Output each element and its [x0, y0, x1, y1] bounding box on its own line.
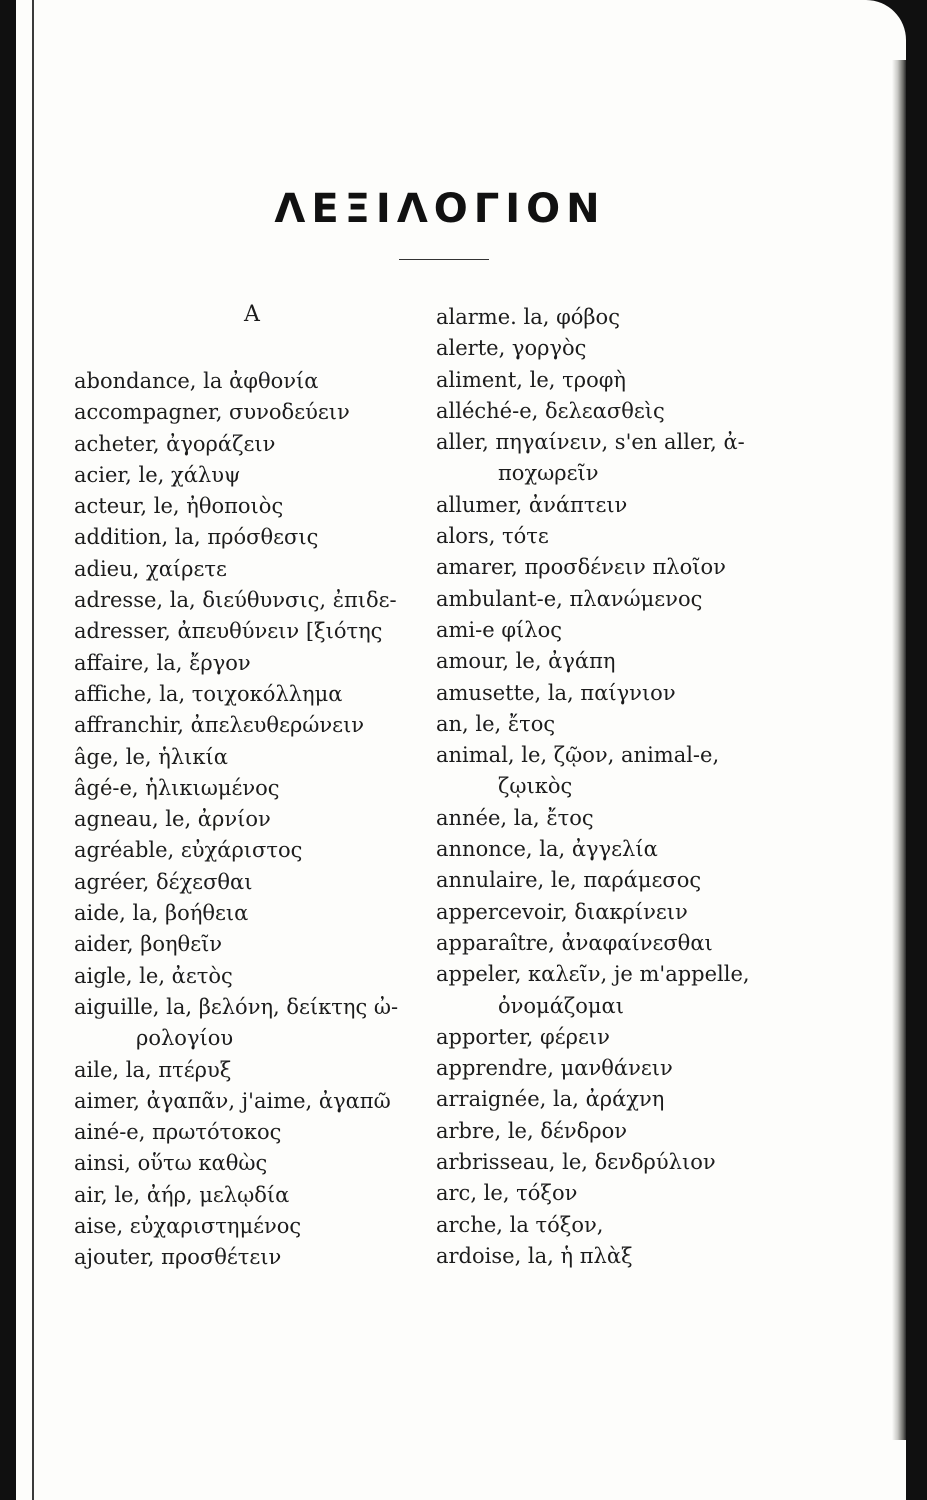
- dictionary-entry: addition, la, πρόσθεσις: [74, 525, 319, 550]
- dictionary-entry: aimer, ἀγαπᾶν, j'aime, ἀγαπῶ: [74, 1088, 391, 1113]
- dictionary-entry-continuation: ζῳικὸς: [498, 774, 573, 799]
- title-divider: [399, 259, 489, 260]
- dictionary-entry: ainsi, οὕτω καθὼς: [74, 1151, 268, 1176]
- dictionary-entry: apparaître, ἀναφαίνεσθαι: [436, 930, 713, 955]
- dictionary-entry: ainé-e, πρωτότοκος: [74, 1120, 282, 1145]
- dictionary-entry: aliment, le, τροφὴ: [436, 367, 626, 392]
- page-binding-edge: [32, 0, 34, 1500]
- dictionary-entry: allumer, ἀνάπτειν: [436, 492, 628, 517]
- section-letter: A: [244, 302, 260, 327]
- dictionary-entry: agneau, le, ἀρνίον: [74, 807, 271, 832]
- dictionary-entry-continuation: ὀνομάζομαι: [498, 993, 624, 1018]
- dictionary-entry: alléché-e, δελεασθεὶς: [436, 398, 665, 423]
- dictionary-entry: an, le, ἔτος: [436, 711, 556, 736]
- left-column: [74, 366, 398, 1274]
- dictionary-entry: alerte, γοργὸς: [436, 336, 587, 361]
- dictionary-entry: ardoise, la, ἡ πλὰξ: [436, 1243, 633, 1268]
- dictionary-entry: amarer, προσδένειν πλοῖον: [436, 555, 726, 580]
- dictionary-entry-continuation: ποχωρεῖν: [498, 461, 599, 486]
- dictionary-entry: apporter, φέρειν: [436, 1024, 610, 1049]
- dictionary-entry: abondance, la ἀφθονία: [74, 369, 319, 393]
- dictionary-entry: aile, la, πτέρυξ: [74, 1057, 232, 1082]
- dictionary-entry: air, le, ἀήρ, μελῳδία: [74, 1182, 290, 1207]
- dictionary-entry: appeler, καλεῖν, je m'appelle,: [436, 962, 750, 987]
- dictionary-entry: aiguille, la, βελόνη, δείκτης ὠ-: [74, 994, 399, 1019]
- dictionary-entry: affaire, la, ἔργον: [74, 650, 251, 675]
- dictionary-entry: arc, le, τόξον: [436, 1181, 578, 1206]
- dictionary-entry: agréable, εὐχάριστος: [74, 838, 303, 863]
- dictionary-entry: annulaire, le, παράμεσος: [436, 868, 702, 893]
- dictionary-entry: acheter, ἀγοράζειν: [74, 431, 276, 456]
- dictionary-entry: aigle, le, ἀετὸς: [74, 963, 233, 988]
- dictionary-entry: arbre, le, δένδρον: [436, 1118, 627, 1143]
- dictionary-entry: appercevoir, διακρίνειν: [436, 899, 688, 924]
- right-column: [436, 302, 750, 1272]
- dictionary-entry-continuation: ρολογίου: [136, 1026, 234, 1051]
- book-page: [16, 0, 906, 1500]
- dictionary-entry: acteur, le, ἠθοποιὸς: [74, 494, 284, 519]
- dictionary-entry: ambulant-e, πλανώμενος: [436, 586, 703, 611]
- dictionary-entry: amusette, la, παίγνιον: [436, 680, 676, 705]
- dictionary-entry: apprendre, μανθάνειν: [436, 1056, 673, 1081]
- dictionary-entry: affranchir, ἀπελευθερώνειν: [74, 713, 365, 738]
- dictionary-entry: arraignée, la, ἀράχνη: [436, 1087, 665, 1112]
- page-title: ΛΕΞΙΛΟΓΙΟΝ: [274, 186, 606, 232]
- dictionary-entry: aider, βοηθεῖν: [74, 932, 223, 957]
- dictionary-entry: affiche, la, τοιχοκόλλημα: [74, 681, 343, 706]
- dictionary-entry: accompagner, συνοδεύειν: [74, 400, 350, 425]
- dictionary-entry: adieu, χαίρετε: [74, 556, 227, 581]
- dictionary-entry: amour, le, ἀγάπη: [436, 649, 616, 674]
- dictionary-entry: agréer, δέχεσθαι: [74, 869, 253, 894]
- dictionary-entry: acier, le, χάλυψ: [74, 462, 241, 487]
- dictionary-entry: animal, le, ζῷον, animal-e,: [436, 743, 720, 768]
- dictionary-entry: âge, le, ἡλικία: [74, 744, 228, 769]
- dictionary-entry: année, la, ἔτος: [436, 805, 594, 830]
- dictionary-entry: annonce, la, ἀγγελία: [436, 837, 658, 862]
- dictionary-entry: adresse, la, διεύθυνσις, ἐπιδε-: [74, 588, 397, 613]
- dictionary-entry: aise, εὐχαριστημένος: [74, 1214, 302, 1239]
- dictionary-entry: adresser, ἀπευθύνειν [ξιότης: [74, 619, 383, 644]
- dictionary-entry: ajouter, προσθέτειν: [74, 1245, 282, 1270]
- dictionary-entry: alarme. la, φόβος: [436, 305, 620, 329]
- dictionary-entry: ami-e φίλος: [436, 617, 562, 642]
- page-edge-shadow: [892, 60, 906, 1440]
- dictionary-entry: aller, πηγαίνειν, s'en aller, ἀ-: [436, 430, 745, 455]
- dictionary-entry: arbrisseau, le, δενδρύλιον: [436, 1150, 716, 1175]
- dictionary-entry: aide, la, βοήθεια: [74, 901, 249, 926]
- dictionary-entry: âgé-e, ἡλικιωμένος: [74, 775, 280, 800]
- dictionary-entry: alors, τότε: [436, 524, 549, 549]
- dictionary-entry: arche, la τόξον,: [436, 1212, 604, 1237]
